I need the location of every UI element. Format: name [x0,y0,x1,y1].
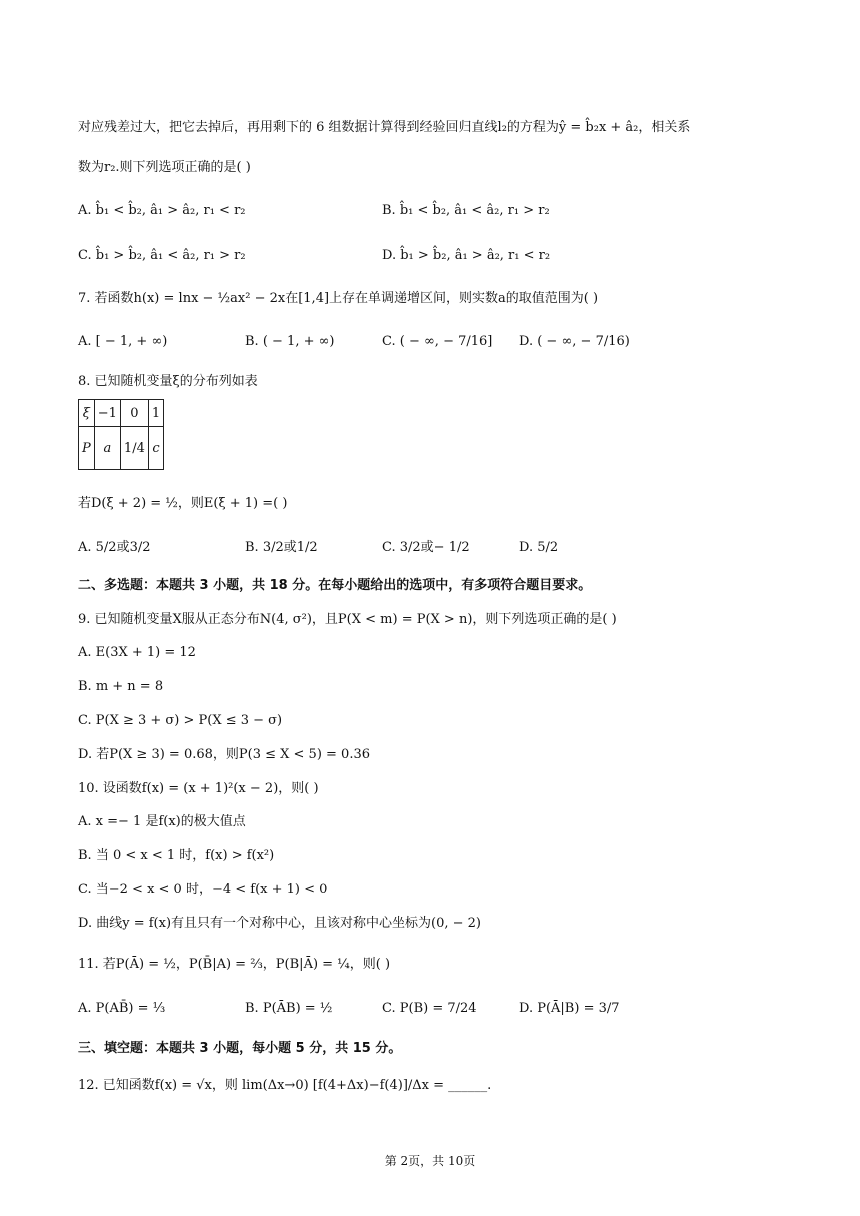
q7-option-a: A. [ − 1, + ∞) [78,334,168,349]
q10-stem: 10. 设函数f(x) = (x + 1)²(x − 2)，则( ) [78,781,319,796]
q6-option-b: B. b̂₁ < b̂₂, â₁ < â₂, r₁ > r₂ [382,203,550,218]
q6-option-d: D. b̂₁ > b̂₂, â₁ > â₂, r₁ < r₂ [382,248,551,263]
q7-stem: 7. 若函数h(x) = lnx − ½ax² − 2x在[1,4]上存在单调递增区间，则实数a的取值范围为( ) [78,291,599,306]
q8-option-c: C. 3/2或− 1/2 [382,540,470,555]
q11-option-d: D. P(Ā|B) = 3/7 [519,1001,620,1016]
q10-option-d: D. 曲线y = f(x)有且只有一个对称中心，且该对称中心坐标为(0, − 2) [78,916,481,931]
q6-option-a: A. b̂₁ < b̂₂, â₁ > â₂, r₁ < r₂ [78,203,246,218]
q9-stem: 9. 已知随机变量X服从正态分布N(4, σ²)，且P(X < m) = P(X > n)，则下列选项正确的是( ) [78,612,617,627]
table-row [79,427,164,470]
q8-condition: 若D(ξ + 2) = ½，则E(ξ + 1) =( ) [78,496,288,511]
q11-option-a: A. P(AB̄) = ⅓ [78,1001,166,1016]
distribution-table [78,399,164,470]
table-cell: 1/4 [120,427,148,470]
q10-option-b: B. 当 0 < x < 1 时，f(x) > f(x²) [78,848,275,863]
q8-option-d: D. 5/2 [519,540,559,555]
table-cell: c [148,427,163,470]
q11-option-c: C. P(B) = 7/24 [382,1001,477,1016]
table-cell: a [94,427,120,470]
page-footer: 第 2页，共 10页 [384,1154,476,1168]
section-heading-multiple-choice: 二、多选题：本题共 3 小题，共 18 分。在每小题给出的选项中，有多项符合题目要求。 [78,578,592,593]
q10-option-c: C. 当−2 < x < 0 时，−4 < f(x + 1) < 0 [78,882,328,897]
q8-option-a: A. 5/2或3/2 [78,540,151,555]
q12-stem: 12. 已知函数f(x) = √x，则 lim(Δx→0) [f(4+Δx)−f(4)]/Δx = ______. [78,1078,492,1093]
q11-option-b: B. P(ĀB) = ½ [245,1001,333,1016]
section-heading-fill-in: 三、填空题：本题共 3 小题，每小题 5 分，共 15 分。 [78,1041,402,1056]
table-row [79,400,164,427]
q7-option-b: B. ( − 1, + ∞) [245,334,335,349]
table-cell: 1 [148,400,163,427]
q9-option-a: A. E(3X + 1) = 12 [78,645,196,660]
q6-line1: 对应残差过大，把它去掉后，再用剩下的 6 组数据计算得到经验回归直线l₂的方程为ŷ = b̂₂x + â₂，相关系 [78,120,691,135]
q10-option-a: A. x =− 1 是f(x)的极大值点 [78,814,246,829]
q9-option-b: B. m + n = 8 [78,679,164,694]
table-cell: P [79,427,95,470]
q8-option-b: B. 3/2或1/2 [245,540,318,555]
table-cell: 0 [120,400,148,427]
q8-stem: 8. 已知随机变量ξ的分布列如表 [78,374,258,389]
q9-option-d: D. 若P(X ≥ 3) = 0.68，则P(3 ≤ X < 5) = 0.36 [78,747,371,762]
q7-option-c: C. ( − ∞, − 7/16] [382,334,493,349]
table-cell: ξ [79,400,95,427]
table-cell: −1 [94,400,120,427]
q9-option-c: C. P(X ≥ 3 + σ) > P(X ≤ 3 − σ) [78,713,283,728]
q6-line2: 数为r₂.则下列选项正确的是( ) [78,160,251,175]
q11-stem: 11. 若P(Ā) = ½，P(B̄|A) = ⅔，P(B|Ā) = ¼，则( ) [78,957,391,972]
q7-option-d: D. ( − ∞, − 7/16) [519,334,630,349]
q6-option-c: C. b̂₁ > b̂₂, â₁ < â₂, r₁ > r₂ [78,248,246,263]
